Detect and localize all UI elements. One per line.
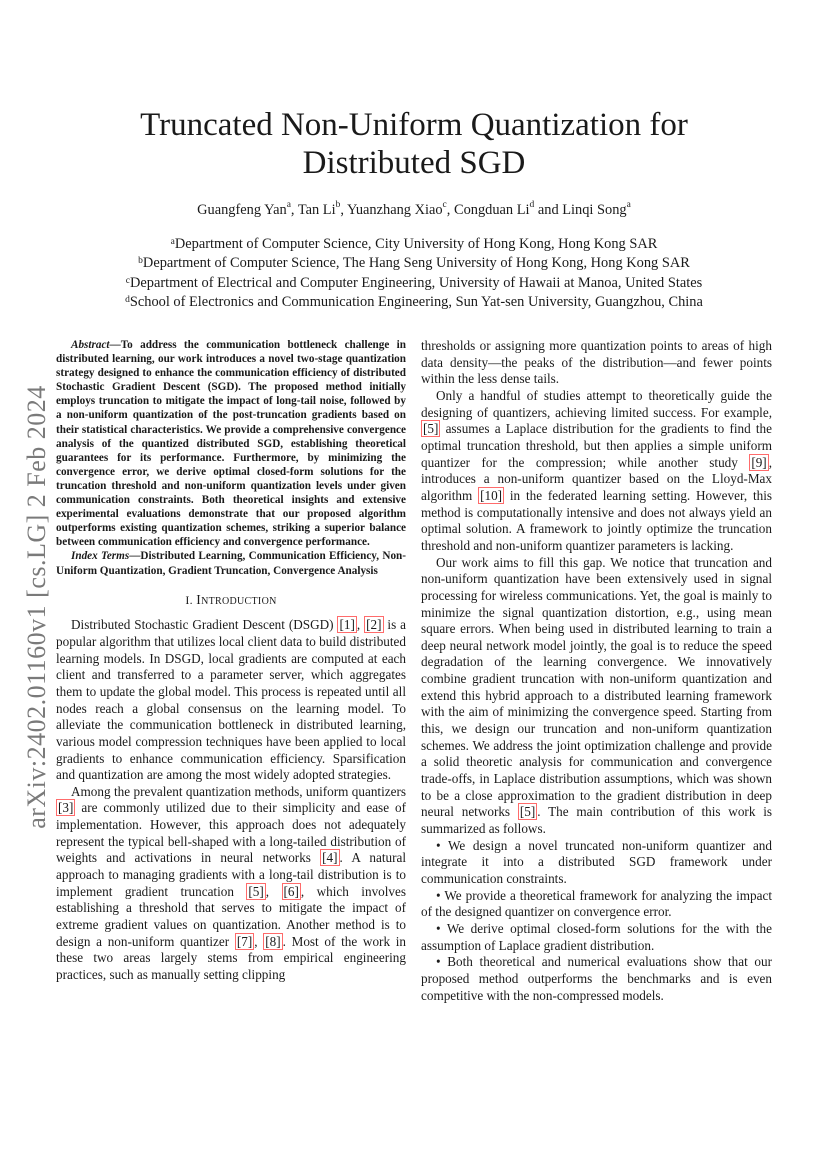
citation-link[interactable]: [5] [519,804,536,820]
left-body [56,617,406,983]
section-number: I. [185,592,193,607]
bullet-item [421,921,772,954]
paragraph: Among the prevalent quantization methods, uniform quantizers [3] are commonly utilized due to their simplicity and ease of implementation. However, this approach does not adequately represent the typical bell-shaped with a long-tailed distribution of weights and activations in neural networks [4] . A natural approach to managing gradients with a long-tail distribution is to implement gradient truncation [5] , [6] , which involves establishing a threshold that serves to mitigate the impact of extreme gradient values on quantization. Another method is to design a non-uniform quantizer [7] , [8] . Most of the work in these two areas largely stems from empirical engineering practices, such as manually setting clipping [56,783,406,983]
author-name: Congduan Li [453,202,530,218]
citation-link[interactable]: [10] [480,487,503,503]
bullet-icon: • [436,954,448,970]
title-line-1: Truncated Non-Uniform Quantization for [140,107,688,143]
bullet-icon: • [436,920,447,936]
contribution-list [421,838,772,1005]
author-affil-mark: a [286,200,291,210]
affiliation-mark: c [125,275,130,286]
bullet-item [421,838,772,888]
citation-link[interactable]: [9] [751,454,767,470]
author-name: Tan Li [297,202,336,218]
citation-link[interactable]: [1] [339,617,355,633]
section-title-initial: I [196,591,202,607]
author-list: Guangfeng Yan$^a$, Tan Li$^b$, Yuanzhang Xiao$^c$, Congduan Li$^d$ and Linqi Song$^a$ [197,200,631,218]
paragraph: thresholds or assigning more quantization points to areas of high data density—the peaks of the distribution—and fewer points within the less dense tails. [421,338,772,387]
affiliation [60,293,768,312]
citation-link[interactable]: [4] [322,850,338,866]
abstract [56,338,406,549]
affiliation [60,274,768,293]
bullet-text: We provide a theoretical framework for analyzing the impact of the designed quantizer on convergence error. [421,887,772,920]
arxiv-watermark [22,372,51,842]
author-affil-mark: b [335,200,341,210]
bullet-item [421,888,772,921]
affiliation-mark: a [170,237,175,247]
affiliation [60,235,768,254]
author-affil-mark: d [529,200,535,210]
arxiv-identifier: arXiv:2402.01160v1 [cs.LG] 2 Feb 2024 [22,385,51,829]
citation-link[interactable]: [2] [366,617,382,633]
paragraph: Our work aims to fill this gap. We notice that truncation and non-uniform quantization have been extensively used in signal processing for wireless communications. Yet, the goal is mainly to minimize the signal quantization distortion, e.g., using mean square errors. When being used in distributed learning to train a deep neural network model jointly, the goal is to reduce the speed degradation of the learning convergence. We innovatively combine gradient truncation with non-uniform quantization and extend this hybrid approach to a distributed learning framework with the aim of minimizing the convergence speed. Starting from this, we design our truncation and non-uniform quantization schemes. We address the joint optimization challenge and provide a solid theoretic analysis for communication and convergence trade-offs, in Laplace distribution assumptions, which was shown to be a close approximation to the gradient distribution in deep neural networks [5] . The main contribution of this work is summarized as follows. [421,554,772,837]
abstract-label: Abstract [71,339,110,351]
affiliation [60,254,768,273]
section-title [196,593,276,607]
author-affil-mark: c [442,200,447,210]
affiliation-list [60,235,768,312]
index-terms-label: Index Terms [71,550,130,563]
bullet-text: We design a novel truncated non-uniform quantizer and integrate it into a distributed SGD framework under communication constraints. [421,837,772,886]
affiliation-text: Department of Electrical and Computer Engineering, University of Hawaii at Manoa, United States [129,274,703,291]
paper-title [60,106,768,182]
affiliation-mark: b [138,256,143,267]
paragraph: Distributed Stochastic Gradient Descent (DSGD) [1] , [2] is a popular algorithm that utilizes local client data to build distributed learning models. In DSGD, local gradients are computed at each client and transferred to a parameter server, which aggregates them to update the global model. This process is repeated until all nodes reach a global consensus on the learning model. To alleviate the communication bottleneck in distributed learning, various model compression techniques have been applied to local gradients to enhance communication efficiency. Sparsification and quantization are among the most widely adopted strategies. [56,617,407,783]
author-name: Linqi Song [562,202,627,218]
author-affil-mark: a [626,200,631,210]
citation-link[interactable]: [5] [248,883,264,899]
bullet-text: We derive optimal closed-form solutions for the with the assumption of Laplace gradient distribution. [421,920,772,953]
citation-link[interactable]: [7] [236,933,253,949]
bullet-text: Both theoretical and numerical evaluations show that our proposed method outperforms the benchmarks and is even competitive with the non-compressed models. [421,954,772,1003]
title-line-2: Distributed SGD [302,145,526,181]
citation-link[interactable]: [8] [265,933,281,949]
index-terms-text: —Distributed Learning, Communication Efficiency, Non-Uniform Quantization, Gradient Truncation, Convergence Analysis [56,550,406,577]
right-body [421,338,772,838]
section-title-rest: NTRODUCTION [201,595,277,607]
abstract-text: —To address the communication bottleneck challenge in distributed learning, our work introduces a novel two-stage quantization strategy designed to enhance the communication efficiency of distributed Stochastic Gradient Descent (SGD). The proposed method initially employs truncation to mitigate the impact of long-tail noise, followed by a non-uniform quantization of the post-truncation gradients based on their statistical characteristics. We provide a comprehensive convergence analysis of the quantized distributed SGD, establishing theoretical guarantees for its performance. Furthermore, by minimizing the convergence error, we derive optimal closed-form solutions for the truncation threshold and non-uniform quantization levels under given communication constraints. Both theoretical insights and extensive experimental evaluations demonstrate that our proposed algorithm outperforms existing quantization schemes, striking a superior balance between communication efficiency and convergence performance. [56,339,406,549]
citation-link[interactable]: [5] [423,421,439,437]
paragraph: Only a handful of studies attempt to theoretically guide the designing of quantizers, achieving limited success. For example, [5] assumes a Laplace distribution for the gradients to find the optimal truncation threshold, but then applies a simple uniform quantizer for the compression; while another study [9] , introduces a non-uniform quantizer based on the Lloyd-Max algorithm [10] in the federated learning setting. However, this method is computationally intensive and does not always yield an optimal solution. A framework to jointly optimize the truncation threshold and non-uniform quantizer parameters is lacking. [421,387,772,553]
affiliation-text: School of Electronics and Communication Engineering, Sun Yat-sen University, Guangzhou, China [129,293,703,310]
author-name: Yuanzhang Xiao [347,202,443,218]
author-name: Guangfeng Yan [197,202,287,218]
left-column [56,338,406,984]
bullet-item [421,954,772,1004]
affiliation-text: Department of Computer Science, The Hang Seng University of Hong Kong, Hong Kong SAR [142,255,690,272]
section-heading [56,592,406,611]
citation-link[interactable]: [3] [58,800,74,816]
index-terms [56,549,406,577]
bullet-icon: • [436,887,445,903]
affiliation-mark: d [125,294,130,305]
citation-link[interactable]: [6] [283,883,299,899]
affiliation-text: Department of Computer Science, City University of Hong Kong, Hong Kong SAR [174,236,658,252]
bullet-icon: • [436,837,448,853]
right-column [421,338,772,1004]
